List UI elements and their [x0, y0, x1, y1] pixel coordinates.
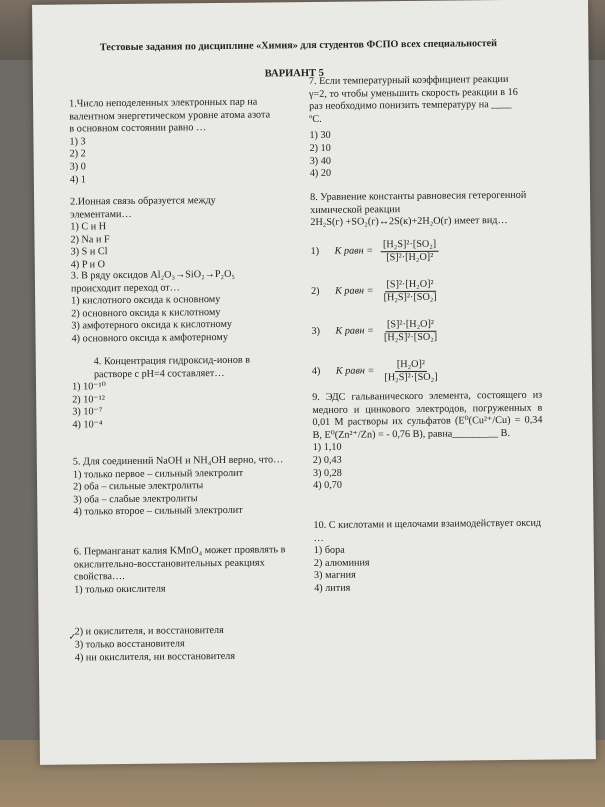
option-1: 1) только окислителя: [74, 583, 166, 596]
option-4: 4) 0,70: [313, 479, 343, 492]
question-3: [71, 268, 287, 346]
test-paper: [32, 0, 596, 765]
option-4: 4) только второе – сильный электролит: [73, 505, 243, 518]
question-7: [309, 74, 525, 181]
denominator: [H₂S]²·[SO₂]: [383, 291, 437, 304]
question-text: 4. Концентрация гидроксид-ионов в растворе с рН=4 составляет…: [93, 354, 251, 380]
option-4: 4) 20: [309, 167, 332, 180]
question-text: 3. В ряду оксидов Al₂O₃→SiO₂→P₂O₅ происходит переход от…: [70, 268, 236, 295]
question-text: 2.Ионная связь образуется между элементами…: [70, 195, 216, 221]
option-3: 3) магния: [313, 569, 356, 582]
option-2: 2) 0,43: [312, 454, 342, 466]
question-text: 10. С кислотами и щелочами взаимодействует оксид …: [313, 517, 542, 544]
question-4: [72, 354, 273, 432]
question-text: 1.Число неподеленных электронных пар на валентном энергетическом уровне атома азота в основном состоянии равно …: [69, 96, 271, 135]
fraction: [382, 318, 439, 345]
option-1: 1) только первое – сильный электролит: [72, 467, 244, 481]
formula-option-3: [311, 313, 541, 349]
denominator: [S]²·[H₂O]²: [386, 252, 434, 264]
formula-option-1: [310, 233, 540, 269]
question-10: [313, 518, 544, 596]
k-label: K равн =: [334, 285, 374, 298]
option-1: 1) 30: [309, 130, 331, 142]
question-6: [74, 544, 290, 664]
question-2: [70, 194, 276, 272]
option-4: 4) P и O: [70, 259, 106, 271]
k-label: K равн =: [335, 325, 374, 338]
option-2: 2) 2: [69, 148, 86, 160]
numerator: [S]²·[H₂O]²: [385, 318, 436, 332]
option-3: 3) оба – слабые электролиты: [73, 493, 198, 506]
option-1: 1) 1,10: [312, 442, 342, 454]
option-3: 3) только восстановителя: [74, 638, 185, 651]
fraction: [382, 358, 439, 385]
formula-label: 3): [311, 326, 321, 338]
question-text: 8. Уравнение константы равновесия гетерогенной химической реакции: [310, 189, 527, 216]
question-text: 6. Перманганат калия KMnO₄ может проявлять в окислительно-восстановительных реакциях свойства….: [73, 544, 286, 583]
option-4: 4) 10⁻⁴: [72, 419, 103, 431]
numerator: [H₂O]²: [395, 359, 427, 373]
formula-label: 1): [310, 246, 320, 258]
option-2: 2) 10: [309, 142, 331, 155]
option-1: 1) 3: [69, 136, 86, 148]
option-1: 1) 10⁻¹⁰: [71, 381, 106, 393]
question-text: 9. ЭДС гальванического элемента, состоящего из медного и цинкового электродов, погруженных в 0,01 М растворы их сульфатов (E⁰(Cu²⁺/Cu) = 0,34 В, E⁰(Zn²⁺/Zn) = - 0,76 В), равна_________ В.: [312, 389, 543, 441]
question-8: [310, 190, 542, 390]
numerator: [S]²·[H₂O]²: [384, 278, 435, 292]
option-2: 2) оба – сильные электролиты: [73, 480, 204, 493]
option-4: 4) ни окислителя, ни восстановителя: [74, 650, 236, 664]
denominator: [H₂S]²·[SO₂]: [383, 331, 438, 344]
reaction-equation: 2H₂S(г) +SO₂(г)↔2S(к)+2H₂O(г) имеет вид…: [310, 215, 508, 229]
formula-label: 4): [311, 366, 321, 378]
option-3: 3) амфотерного оксида к кислотному: [71, 319, 233, 332]
k-label: K равн =: [334, 245, 374, 258]
question-text: 7. Если температурный коэффициент реакции γ=2, то чтобы уменьшить скорость реакции в 16 раз необходимо понизить температуру на ____ ºС.: [308, 73, 518, 125]
option-3: 3) 10⁻⁷: [72, 406, 103, 418]
pen-mark: ✓: [68, 631, 77, 642]
option-3: 3) S и Cl: [70, 246, 108, 258]
numerator: [H₂S]²·[SO₂]: [381, 238, 438, 252]
question-text: 5. Для соединений NaOH и NH₄OH верно, что…: [72, 454, 284, 468]
option-3: 3) 0: [69, 161, 86, 173]
option-1: 1) бора: [313, 544, 345, 557]
k-label: K равн =: [335, 365, 375, 378]
option-1: 1) C и H: [70, 221, 107, 233]
formula-option-2: [311, 273, 541, 309]
denominator: [H₂S]²·[SO₂]: [384, 371, 438, 384]
fraction: [381, 238, 438, 265]
fraction: [381, 278, 438, 305]
option-2: 2) алюминия: [313, 557, 370, 569]
question-5: [73, 454, 289, 519]
option-4: 4) основного оксида к амфотерному: [71, 331, 228, 345]
question-1: [69, 96, 275, 186]
page-title: Тестовые задания по дисциплине «Химия» для студентов ФСПО всех специальностей: [99, 38, 498, 54]
option-2: 2) основного оксида к кислотному: [71, 306, 221, 320]
option-2: 2) и окислителя, и восстановителя: [74, 625, 224, 638]
option-1: 1) кислотного оксида к основному: [71, 294, 221, 307]
question-9: [312, 390, 543, 493]
option-2: 2) Na и F: [70, 233, 110, 246]
formula-label: 2): [310, 286, 320, 298]
option-3: 3) 40: [309, 155, 331, 167]
variant-heading: ВАРИАНТ 5: [264, 67, 324, 80]
option-4: 4) лития: [314, 582, 351, 594]
option-2: 2) 10⁻¹²: [72, 393, 105, 406]
option-4: 4) 1: [69, 173, 87, 186]
formula-option-4: [312, 353, 542, 389]
option-3: 3) 0,28: [312, 467, 342, 479]
